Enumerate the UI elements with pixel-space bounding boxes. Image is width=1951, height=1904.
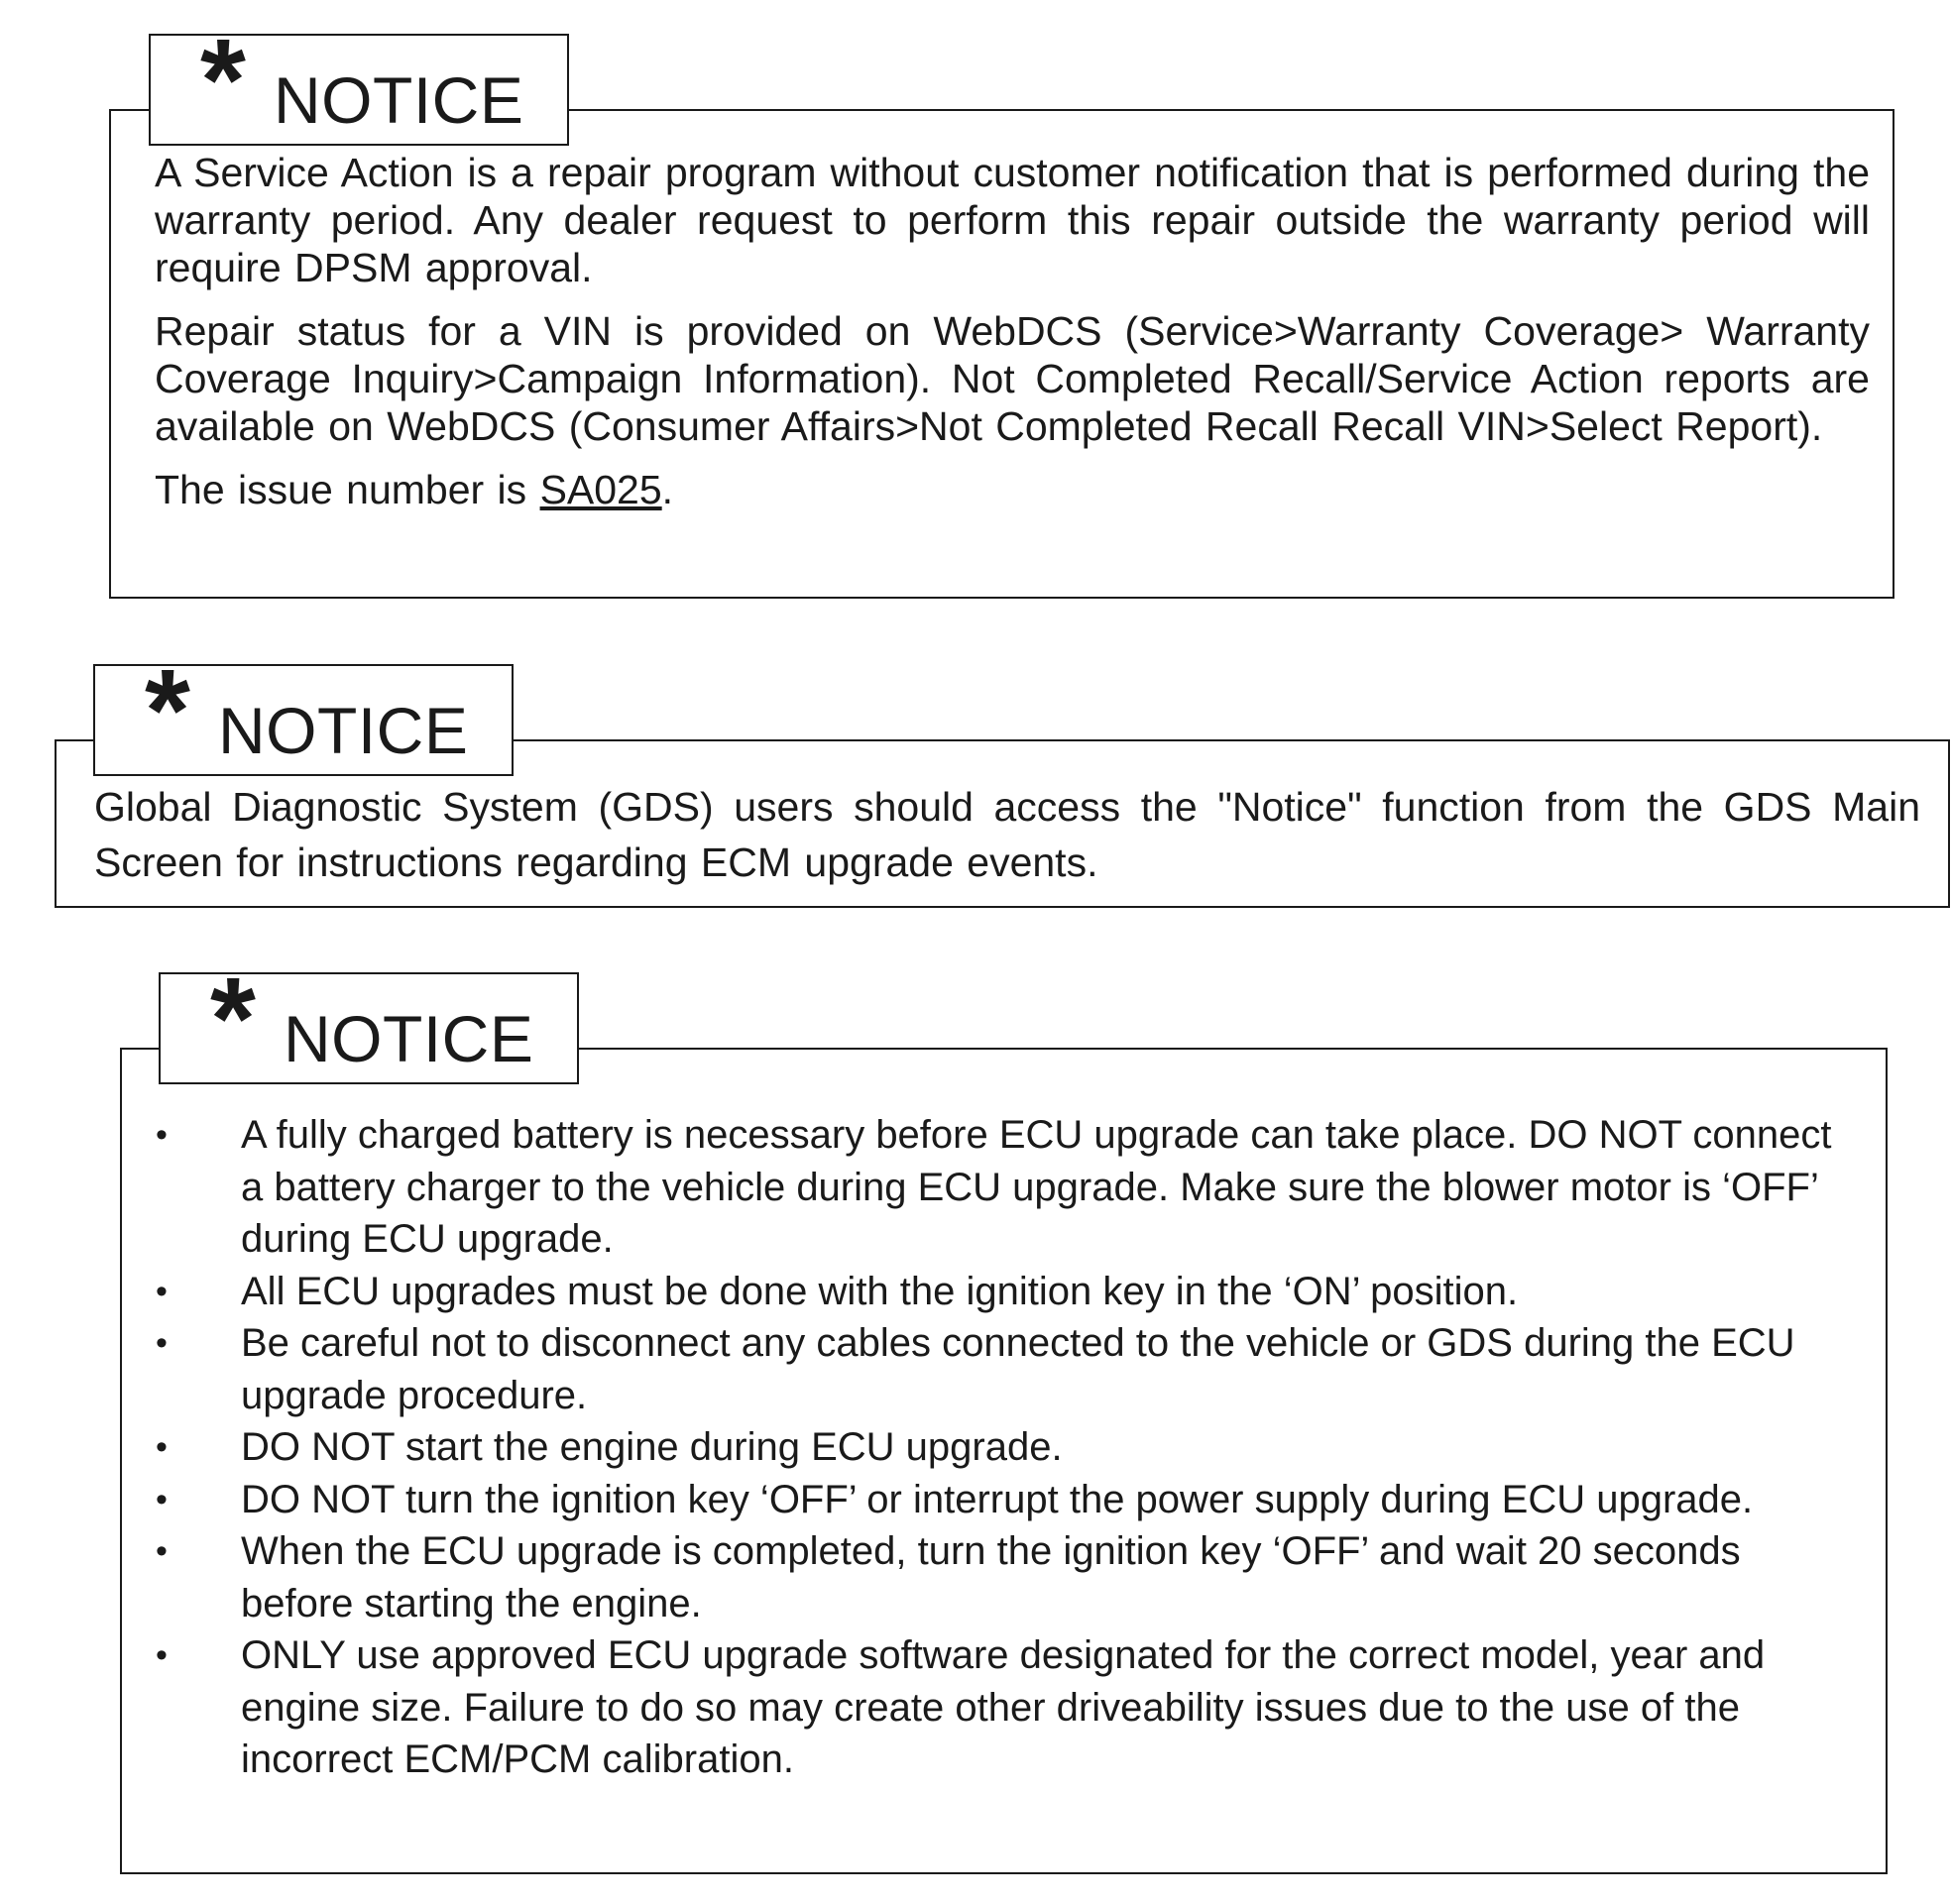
issue-number-prefix: The issue number is bbox=[155, 467, 540, 512]
bullet-icon: • bbox=[156, 1116, 168, 1154]
bullet-icon: • bbox=[156, 1272, 168, 1310]
list-item-text: ONLY use approved ECU upgrade software designated for the correct model, year and engine size. Failure to do so may create other driveability issues due to the use of the incorrect ECM/PCM calibration. bbox=[241, 1633, 1766, 1781]
notice-body bbox=[155, 149, 1870, 529]
notice-paragraph: Global Diagnostic System (GDS) users should access the "Notice" function from the GDS Main Screen for instructions regarding ECM upgrade events. bbox=[94, 784, 1920, 885]
notice-header-tab bbox=[93, 645, 514, 776]
issue-number-line bbox=[155, 466, 1870, 513]
service-action-notice-box bbox=[109, 109, 1894, 599]
asterisk-icon: * bbox=[200, 15, 246, 146]
ecu-upgrade-notice-box bbox=[120, 1048, 1888, 1874]
list-item-text: Be careful not to disconnect any cables connected to the vehicle or GDS during the ECU upgrade procedure. bbox=[241, 1321, 1795, 1417]
issue-number-suffix: . bbox=[661, 467, 674, 512]
notice-header-tab bbox=[149, 15, 569, 146]
notice-heading: NOTICE bbox=[284, 1002, 534, 1075]
issue-number: SA025 bbox=[539, 467, 662, 512]
list-item-text: DO NOT start the engine during ECU upgrade. bbox=[241, 1425, 1063, 1469]
list-item-text: All ECU upgrades must be done with the ignition key in the ‘ON’ position. bbox=[241, 1269, 1519, 1313]
asterisk-icon: * bbox=[210, 953, 256, 1084]
bullet-icon: • bbox=[156, 1532, 168, 1570]
list-item bbox=[156, 1317, 1861, 1421]
notice-body bbox=[156, 1109, 1861, 1786]
list-item bbox=[156, 1474, 1861, 1526]
bullet-icon: • bbox=[156, 1636, 168, 1674]
list-item-text: A fully charged battery is necessary before ECU upgrade can take place. DO NOT connect a battery charger to the vehicle during ECU upgrade. Make sure the blower motor is ‘OFF’ during ECU upgrade. bbox=[241, 1113, 1832, 1261]
notice-body bbox=[94, 779, 1920, 890]
notice-header-tab bbox=[159, 953, 579, 1084]
bullet-icon: • bbox=[156, 1428, 168, 1466]
notice-paragraph: Repair status for a VIN is provided on WebDCS (Service>Warranty Coverage> Warranty Coverage Inquiry>Campaign Information). Not Completed Recall/Service Action reports are available on WebDCS (Consumer Affairs>Not Completed Recall Recall VIN>Select Report). bbox=[155, 308, 1870, 449]
bullet-icon: • bbox=[156, 1480, 168, 1518]
notice-heading: NOTICE bbox=[218, 694, 469, 767]
bullet-icon: • bbox=[156, 1324, 168, 1362]
list-item bbox=[156, 1629, 1861, 1786]
list-item bbox=[156, 1525, 1861, 1629]
list-item bbox=[156, 1109, 1861, 1266]
ecu-upgrade-precautions-list bbox=[156, 1109, 1861, 1786]
list-item bbox=[156, 1266, 1861, 1318]
notice-heading: NOTICE bbox=[274, 63, 524, 137]
asterisk-icon: * bbox=[145, 645, 190, 776]
list-item bbox=[156, 1421, 1861, 1474]
list-item-text: When the ECU upgrade is completed, turn the ignition key ‘OFF’ and wait 20 seconds before starting the engine. bbox=[241, 1529, 1741, 1625]
notice-paragraph: A Service Action is a repair program without customer notification that is performed during the warranty period. Any dealer request to perform this repair outside the warranty period will require DPSM approval. bbox=[155, 150, 1870, 290]
list-item-text: DO NOT turn the ignition key ‘OFF’ or interrupt the power supply during ECU upgrade. bbox=[241, 1477, 1754, 1521]
